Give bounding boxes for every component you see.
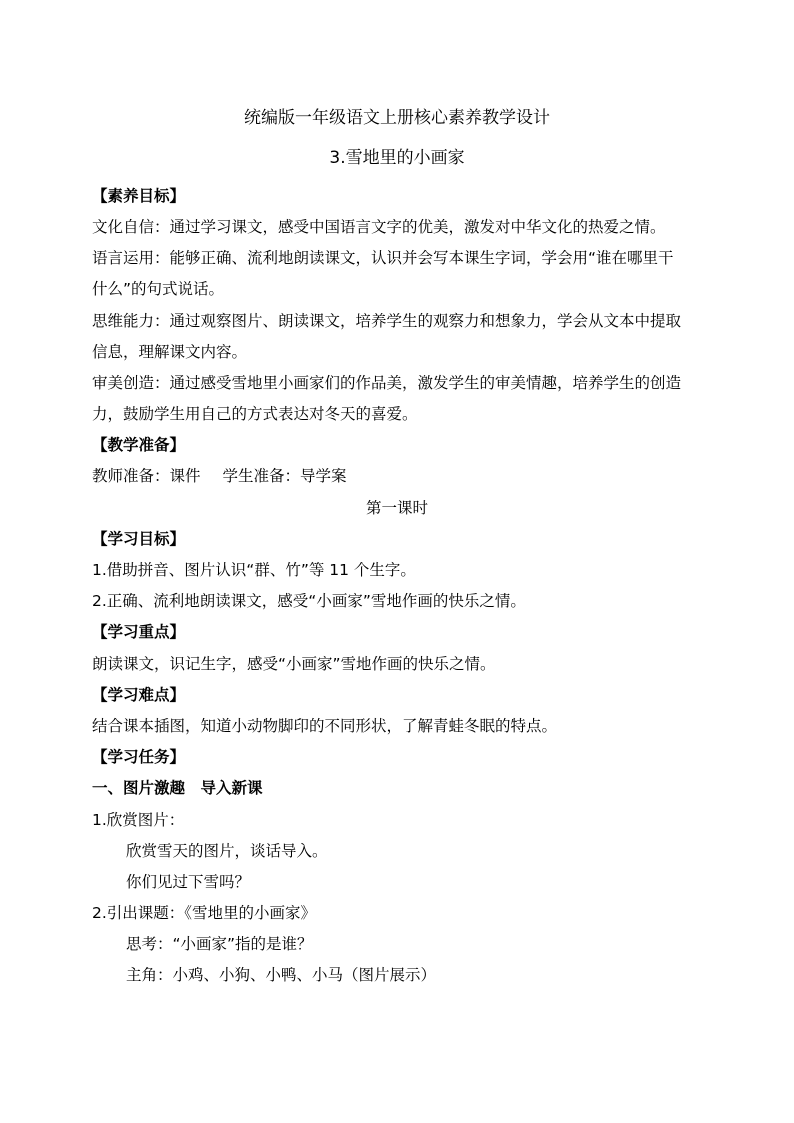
goals-heading: 【素养目标】 [92, 187, 186, 205]
item-1: 1.欣赏图片： [92, 811, 185, 829]
item-2-a: 思考：“小画家”指的是谁？ [126, 935, 313, 953]
study-goal-1: 1.借助拼音、图片认识“群、竹”等 11 个生字。 [92, 561, 416, 579]
prep-student: 学生准备：导学案 [222, 467, 347, 485]
difficulty-heading: 【学习难点】 [92, 686, 186, 704]
item-1-b: 你们见过下雪吗？ [126, 873, 251, 891]
period-title: 第一课时 [365, 499, 428, 517]
prep-teacher: 教师准备：课件 [92, 467, 201, 485]
item-1-a: 欣赏雪天的图片，谈话导入。 [126, 842, 328, 860]
item-2-b: 主角：小鸡、小狗、小鸭、小马（图片展示） [126, 966, 437, 984]
goal-culture: 文化自信：通过学习课文，感受中国语言文字的优美，激发对中华文化的热爱之情。 [92, 218, 666, 236]
difficulty-text: 结合课本插图，知道小动物脚印的不同形状，了解青蛙冬眠的特点。 [92, 717, 558, 735]
goal-thinking-line-1: 思维能力：通过观察图片、朗读课文，培养学生的观察力和想象力，学会从文本中提取 [92, 312, 682, 330]
goal-language-line-2: 什么”的句式说话。 [92, 280, 225, 298]
prep-heading: 【教学准备】 [92, 436, 186, 454]
main-title: 统编版一年级语文上册核心素养教学设计 [244, 108, 550, 128]
goal-language-line-1: 语言运用：能够正确、流利地朗读课文，认识并会写本课生字词，学会用“谁在哪里干 [92, 249, 674, 267]
study-goals-heading: 【学习目标】 [92, 530, 186, 548]
key-heading: 【学习重点】 [92, 623, 186, 641]
key-text: 朗读课文，识记生字，感受“小画家”雪地作画的快乐之情。 [92, 655, 496, 673]
goal-aesthetic-line-2: 力，鼓励学生用自己的方式表达对冬天的喜爱。 [92, 405, 418, 423]
goal-thinking-line-2: 信息，理解课文内容。 [92, 343, 248, 361]
lesson-title: 3.雪地里的小画家 [329, 148, 465, 168]
section-1-title: 一、图片激趣 导入新课 [92, 779, 263, 797]
item-2: 2.引出课题：《雪地里的小画家》 [92, 904, 317, 922]
goal-aesthetic-line-1: 审美创造：通过感受雪地里小画家们的作品美，激发学生的审美情趣，培养学生的创造 [92, 374, 682, 392]
prep-line [92, 466, 722, 486]
study-goal-2: 2.正确、流利地朗读课文，感受“小画家”雪地作画的快乐之情。 [92, 592, 526, 610]
tasks-heading: 【学习任务】 [92, 748, 186, 766]
